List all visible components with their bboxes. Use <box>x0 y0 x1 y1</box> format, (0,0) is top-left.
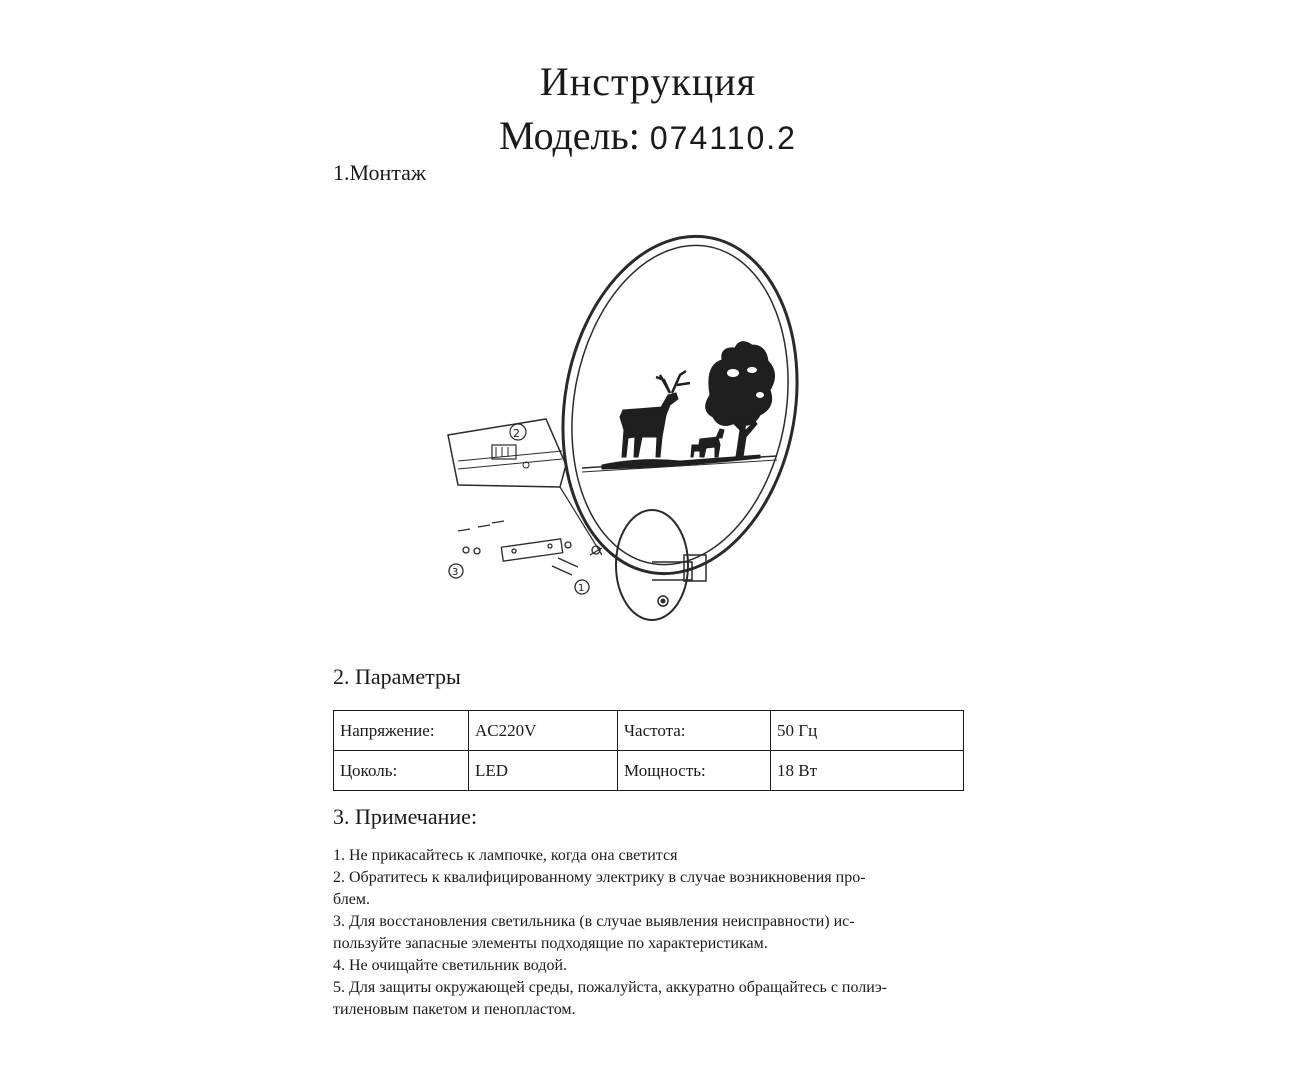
mounting-diagram <box>430 225 820 625</box>
parameters-table <box>333 710 964 791</box>
table-cell: Частота: <box>618 711 771 751</box>
model-number: 074110.2 <box>649 120 797 156</box>
table-cell: Мощность: <box>618 751 771 791</box>
table-row <box>334 751 964 791</box>
callout-3-label: 3 <box>452 567 459 578</box>
table-cell: 18 Вт <box>771 751 964 791</box>
notes-list <box>333 845 973 1021</box>
deer-icon <box>620 407 666 457</box>
model-label: Модель: <box>499 113 640 158</box>
section-mounting-heading: 1.Монтаж <box>333 160 427 185</box>
callout-2-label: 2 <box>513 427 520 440</box>
table-row <box>334 711 964 751</box>
table-cell: Цоколь: <box>334 751 469 791</box>
section-notes-heading: 3. Примечание: <box>333 804 478 829</box>
lamp-ring-outer <box>537 225 820 592</box>
note-line: 2. Обратитесь к квалифицированному электрику в случае возникновения про- <box>333 869 866 886</box>
document-title: Инструкция <box>539 59 757 104</box>
screw-icon <box>458 529 470 531</box>
note-line: 4. Не очищайте светильник водой. <box>333 957 568 974</box>
note-line: тиленовым пакетом и пенопластом. <box>333 1001 576 1018</box>
section-parameters-heading: 2. Параметры <box>333 664 461 689</box>
note-line: 5. Для защиты окружающей среды, пожалуйста, аккуратно обращайтесь с полиэ- <box>333 979 888 996</box>
note-line: пользуйте запасные элементы подходящие по характеристикам. <box>333 935 768 952</box>
callout-1-label: 1 <box>578 583 585 594</box>
table-cell: AC220V <box>469 711 618 751</box>
table-cell: LED <box>469 751 618 791</box>
table-cell: Напряжение: <box>334 711 469 751</box>
note-line: 3. Для восстановления светильника (в случае выявления неисправности) ис- <box>333 913 855 930</box>
detail-callout-2 <box>448 419 566 487</box>
note-line: блем. <box>333 891 370 908</box>
table-cell: 50 Гц <box>771 711 964 751</box>
model-line <box>0 112 1296 159</box>
deer-silhouette-scene <box>602 342 775 469</box>
note-line: 1. Не прикасайтесь к лампочке, когда она светится <box>333 847 678 864</box>
mounting-bracket <box>501 539 562 561</box>
